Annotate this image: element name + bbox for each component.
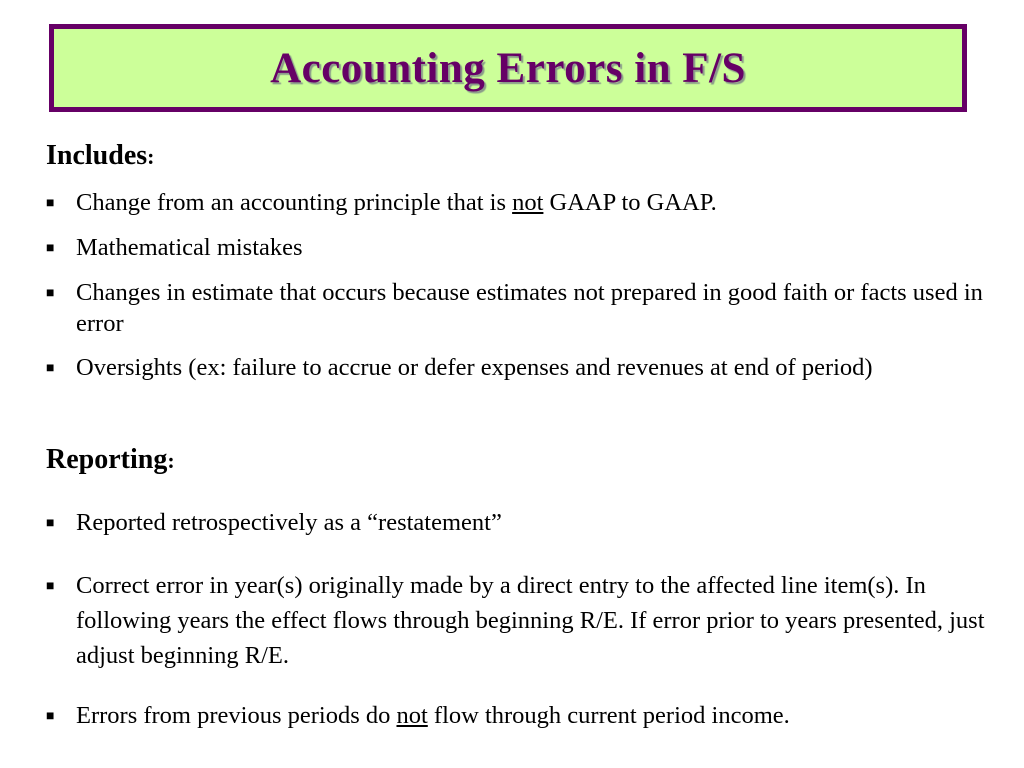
reporting-heading <box>46 444 175 476</box>
includes-item-text <box>76 187 717 219</box>
includes-item-3 <box>46 277 1011 339</box>
includes-item-text: Oversights (ex: failure to accrue or defer expenses and revenues at end of period) <box>76 354 873 381</box>
reporting-item-2 <box>46 568 1011 673</box>
reporting-item-3 <box>46 700 1011 732</box>
bullet-square-icon: ■ <box>46 361 55 376</box>
bullet-square-icon: ■ <box>46 516 55 531</box>
reporting-heading-colon: : <box>167 448 175 473</box>
bullet-square-icon: ■ <box>46 286 55 301</box>
reporting-item-1 <box>46 507 1011 539</box>
includes-heading <box>46 140 154 172</box>
bullet-square-icon: ■ <box>46 579 55 594</box>
item-text-after: GAAP to GAAP. <box>543 189 717 216</box>
item-text-emphasis: not <box>396 702 428 729</box>
item-text-before: Errors from previous periods do <box>76 702 397 729</box>
bullet-square-icon: ■ <box>46 196 55 211</box>
includes-heading-colon: : <box>147 144 155 169</box>
item-text-emphasis: not <box>512 189 544 216</box>
reporting-item-text: Correct error in year(s) originally made by a direct entry to the affected line item(s). In following years the effect flows through beginning R/E. If error prior to years presented, just adjust beginning R/E. <box>76 572 985 669</box>
includes-item-text: Mathematical mistakes <box>76 234 303 261</box>
item-text-before: Change from an accounting principle that is <box>76 189 513 216</box>
bullet-square-icon: ■ <box>46 709 55 724</box>
includes-item-1 <box>46 187 1011 219</box>
reporting-item-text <box>76 700 790 732</box>
reporting-heading-label: Reporting <box>46 444 168 475</box>
includes-item-2 <box>46 232 1011 264</box>
reporting-item-text: Reported retrospectively as a “restatement” <box>76 509 502 536</box>
bullet-square-icon: ■ <box>46 241 55 256</box>
includes-item-text: Changes in estimate that occurs because estimates not prepared in good faith or facts used in error <box>76 279 983 337</box>
item-text-after: flow through current period income. <box>427 702 790 729</box>
includes-heading-label: Includes <box>46 140 148 171</box>
includes-item-4 <box>46 352 1011 384</box>
title-banner <box>49 24 967 112</box>
slide-title: Accounting Errors in F/S <box>270 44 746 92</box>
